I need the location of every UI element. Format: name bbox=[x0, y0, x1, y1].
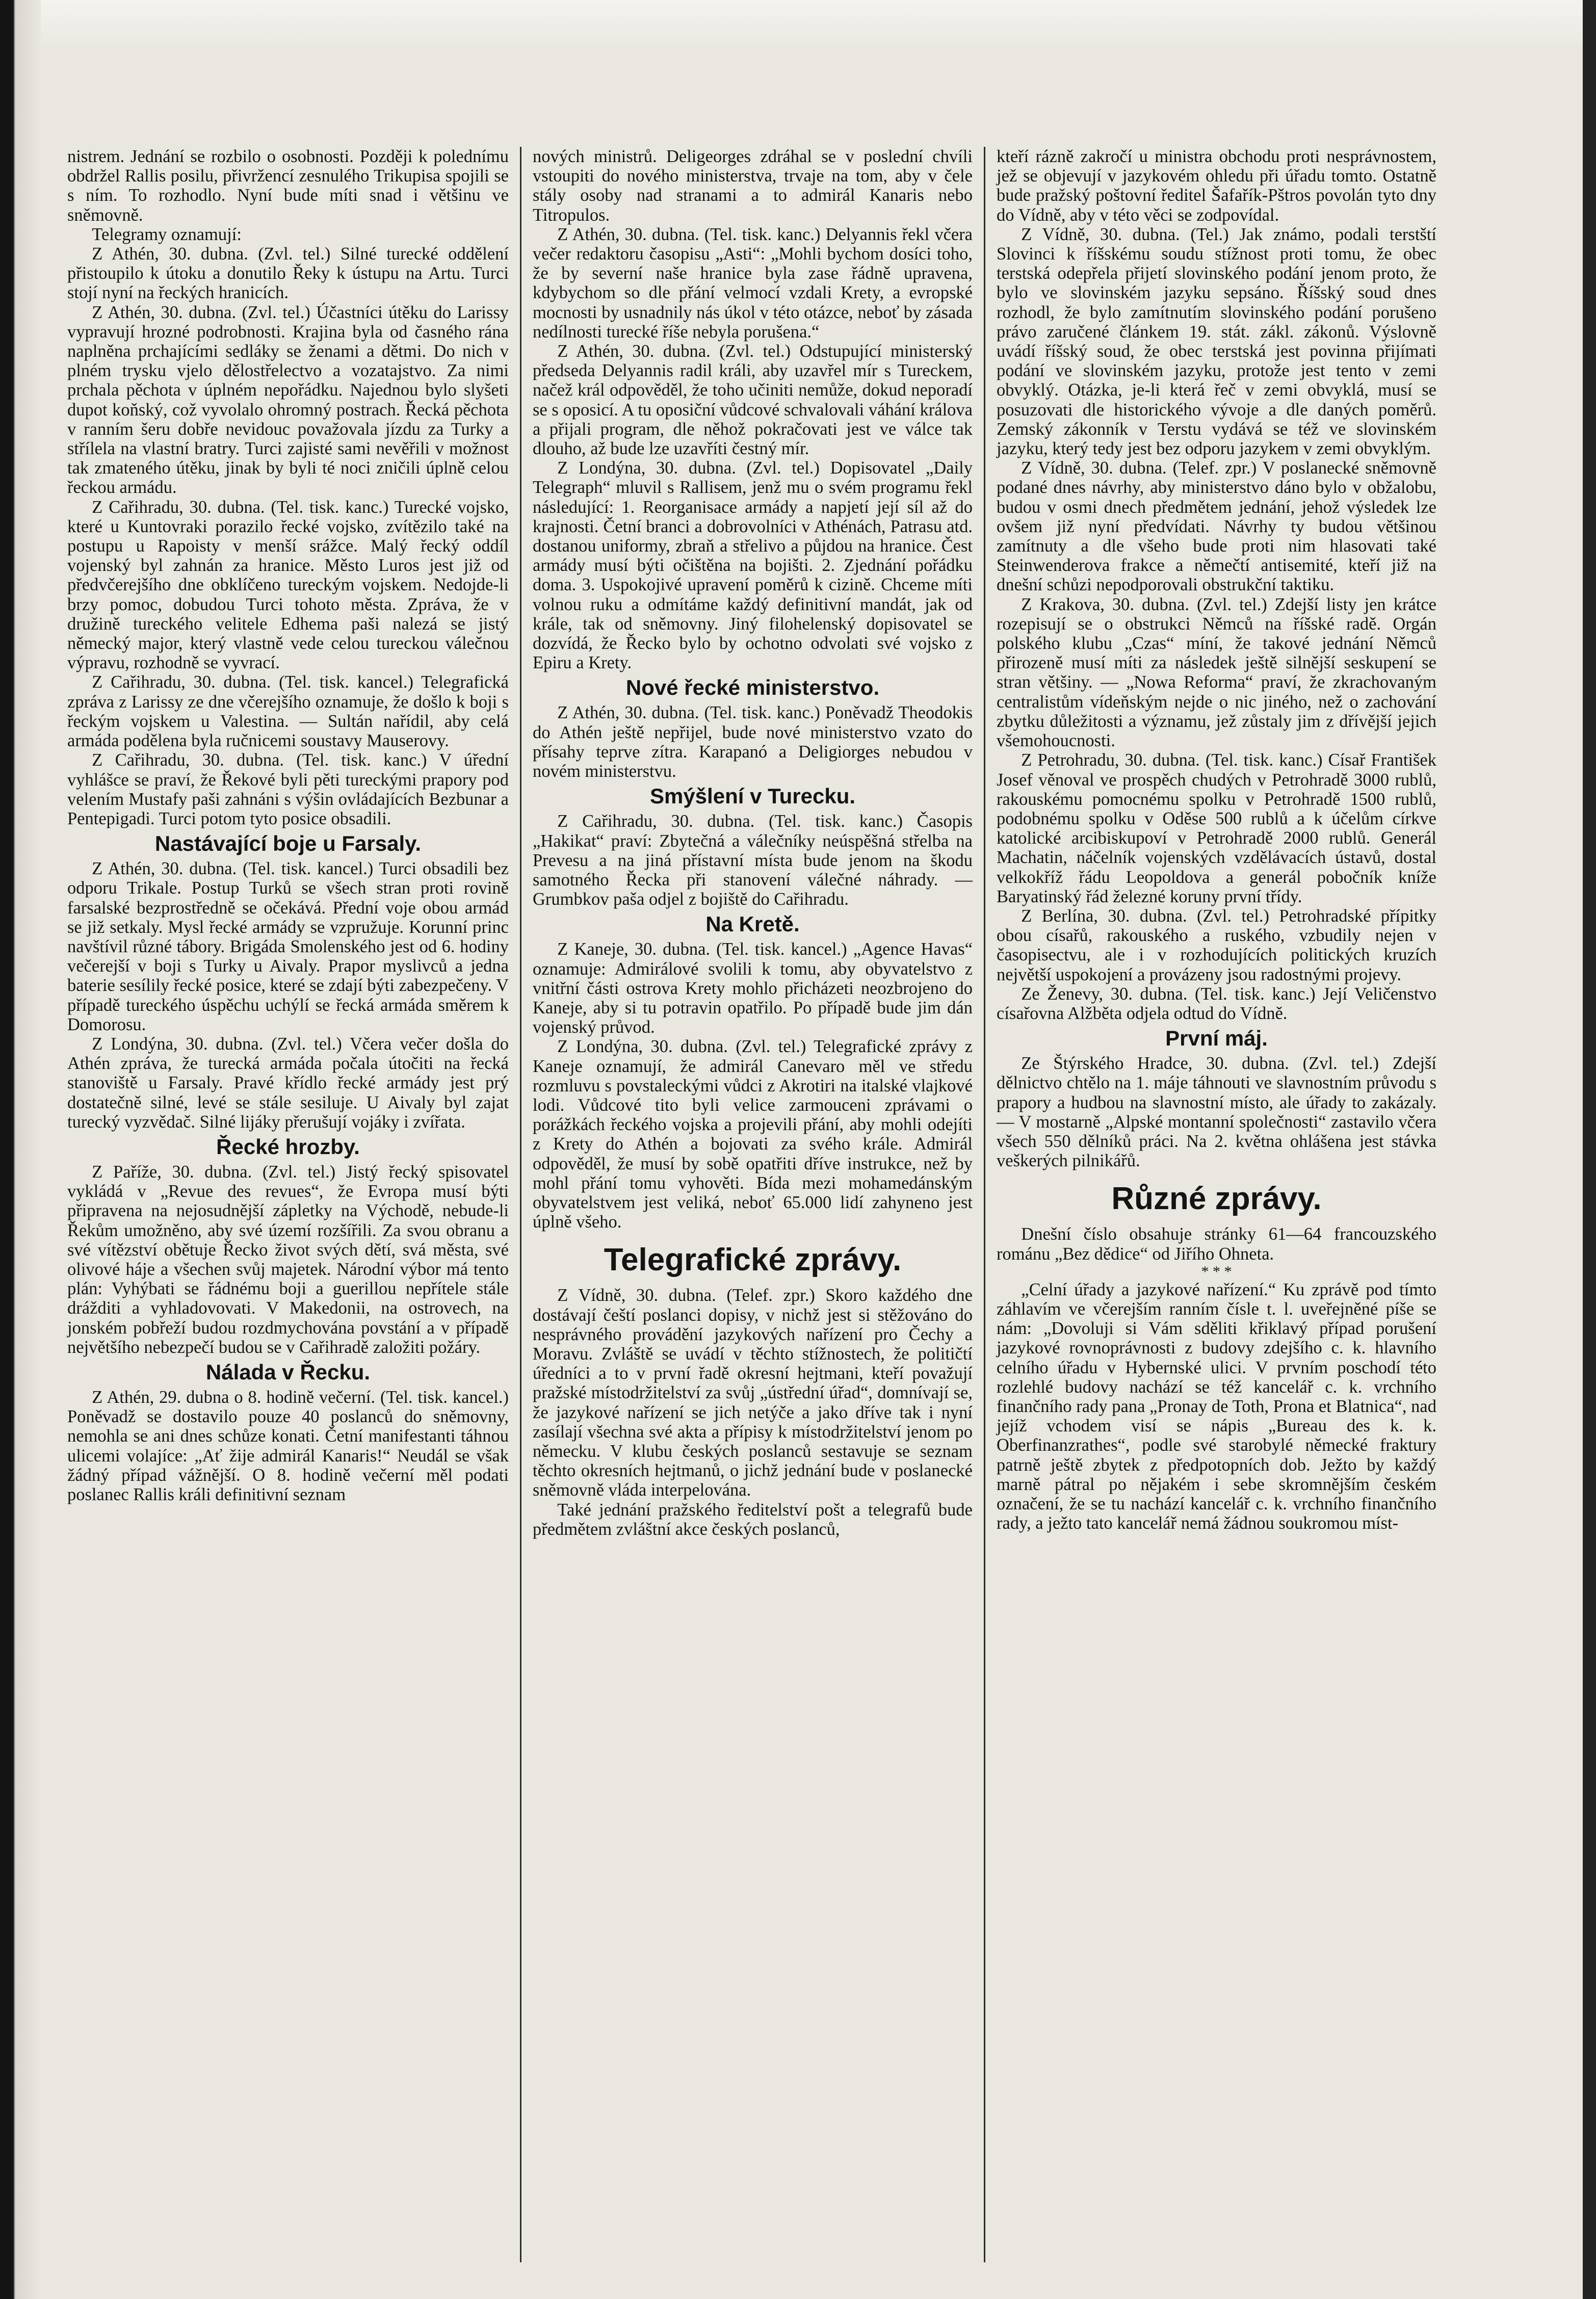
section-heading: Nové řecké ministerstvo. bbox=[625, 675, 880, 700]
article-paragraph: Z Londýna, 30. dubna. (Zvl. tel.) Včera večer došla do Athén zpráva, že turecká armáda počala útočiti na řecká stanoviště u Farsaly. Pravé křídlo řecké armády jest prý dostatečně silné, levé se stále sesiluje. U Aivaly byl zajat turecký vyzvědač. Silné lijáky přerušují vojáky i zvířata. bbox=[67, 1034, 509, 1132]
article-paragraph: Z Athén, 30. dubna. (Tel. tisk. kanc.) Poněvadž Theodokis do Athén ještě nepřijel, bude nové ministerstvo vzato do přísahy teprve zítra. Karapanó a Deligiorges nebudou v novém ministerstvu. bbox=[533, 703, 973, 781]
section-heading: Nastávající boje u Farsaly. bbox=[154, 831, 422, 856]
section-heading: Nálada v Řecku. bbox=[205, 1360, 371, 1384]
article-paragraph: Z Vídně, 30. dubna. (Tel.) Jak známo, podali terstští Slovinci k říšskému soudu stížnost proti tomu, že obec terstská odepřela přijetí slovinského podání jenom proto, že bylo ve slovinském jazyku sepsáno. Říšský soud dnes rozhodl, že bylo zamítnutím slovinského podání porušeno právo zaručené článkem 19. stát. zákl. zákonů. Výslovně uvádí říšský soud, že obec terstská jest povinna přijímati podání ve slovinském jazyku, protože jest tento v zemi obvyklý. Otázka, je-li která řeč v zemi obvyklá, musí se posuzovati dle historického vývoje a dle daných poměrů. Zemský zákonník v Terstu vydává se též ve slovinském jazyku, který tedy jest bez odporu jazykem v zemi obvyklým. bbox=[997, 224, 1436, 459]
article-paragraph: Z Athén, 29. dubna o 8. hodině večerní. (Tel. tisk. kancel.) Poněvadž se dostavilo pouze 40 poslanců do sněmovny, nemohla se ani dnes schůze konati. Četní manifestanti táhnou ulicemi volajíce: „Ať žije admirál Kanaris!“ Neudál se však žádný případ vážnější. O 8. hodině večerní měl podati poslanec Rallis králi definitivní seznam bbox=[67, 1387, 509, 1504]
article-paragraph: Ze Štýrského Hradce, 30. dubna. (Zvl. tel.) Zdejší dělnictvo chtělo na 1. máje táhnouti ve slavnostním průvodu s prapory a hudbou na slavnostní místo, ale úřady to zakázaly. — V mostarně „Alpské montanní společnosti“ zastavilo včera všech 550 dělníků práci. Na 2. května ohlášena jest stávka veškerých pilnikářů. bbox=[997, 1054, 1436, 1171]
article-paragraph: Z Athén, 30. dubna. (Zvl. tel.) Silné turecké oddělení přistoupilo k útoku a donutilo Řeky k ústupu na Artu. Turci stojí nyní na řeckých hranicích. bbox=[67, 244, 509, 303]
article-paragraph: Z Cařihradu, 30. dubna. (Tel. tisk. kancel.) Telegrafická zpráva z Larissy ze dne včerejšího oznamuje, že došlo k boji s řeckým vojskem u Valestina. — Sultán nařídil, aby celá armáda podělena byla ručnicemi soustavy Mauserovy. bbox=[67, 672, 509, 751]
article-paragraph: Dnešní číslo obsahuje stránky 61—64 francouzského románu „Bez dědice“ od Jiřího Ohneta. bbox=[997, 1224, 1436, 1264]
article-paragraph: nových ministrů. Deligeorges zdráhal se v poslední chvíli vstoupiti do nového ministerstva, trvaje na tom, aby v čele stály osoby nad stranami a to admirál Kanaris nebo Titropulos. bbox=[533, 147, 973, 225]
article-paragraph: Z Berlína, 30. dubna. (Zvl. tel.) Petrohradské přípitky obou císařů, rakouského a ruského, vzbudily nejen v časopisectvu, ale i v rozhodujících politických kruzích největší uspokojení a provázeny jsou radostnými projevy. bbox=[997, 906, 1436, 984]
scan-edge-top bbox=[0, 0, 1596, 51]
article-paragraph: kteří rázně zakročí u ministra obchodu proti nesprávnostem, jež se objevují v jazykovém ohledu při úřadu tomto. Ostatně bude pražský poštovní ředitel Šafařík-Pštros povolán tyto dny do Vídně, aby v této věci se zodpovídal. bbox=[997, 147, 1436, 225]
article-paragraph: „Celní úřady a jazykové nařízení.“ Ku zprávě pod tímto záhlavím ve včerejším ranním čísle t. l. uveřejněné píše se nám: „Dovoluji si Vám sděliti křiklavý případ porušení jazykové rovnoprávnosti z budovy zdejšího c. k. hlavního celního úřadu v Hybernské ulici. V prvním poschodí této rozlehlé budovy nachází se též kancelář c. k. vrchního finančního rady pana „Pronay de Toth, Prona et Blatnica“, nad jejíž vchodem visí se nápis „Bureau des k. k. Oberfinanzrathes“, podle své starobylé německé fraktury patrně ještě zbytek z předpotopních dob. Ježto by každý marně pátral po nějakém i sebe skromnějším českém označení, že se tu nachází kancelář c. k. vrchního finančního rady, a ježto tato kancelář nemá žádnou soukromou míst- bbox=[997, 1279, 1436, 1533]
newspaper-page bbox=[56, 147, 1494, 2262]
section-heading: Na Kretě. bbox=[705, 912, 800, 936]
article-paragraph: Také jednání pražského ředitelství pošt a telegrafů bude předmětem zvláštní akce českých poslanců, bbox=[533, 1500, 973, 1539]
article-paragraph: Z Athén, 30. dubna. (Zvl. tel.) Účastníci útěku do Larissy vypravují hrozné podrobnosti. Krajina byla od časného rána naplněna prchajícími sedláky se ženami a dětmi. Do nich v plném trysku vjelo dělostřelectvo a vozatajstvo. Za nimi prchala pěchota v úplném nepořádku. Najednou bylo slyšeti dupot koňský, což vyvolalo ohromný postrach. Řecká pěchota v ranním šeru dobře nevidouc považovala jízdu za Turky a střílela na vlastní bratry. Turci zajisté sami nevěřili v možnost tak zmateného útěku, jinak by byli té noci zničili úplně celou řeckou armádu. bbox=[67, 302, 509, 498]
column-3 bbox=[984, 147, 1448, 2262]
article-paragraph: Z Athén, 30. dubna. (Tel. tisk. kanc.) Delyannis řekl včera večer redaktoru časopisu „Asti“: „Mohli bychom dosíci toho, že by severní naše hranice byla zase řádně upravena, kdybychom so dle přání velmocí vzdali Krety, a evropské mocnosti by usnadnily nás úkol v této otázce, neboť by zásada nedílnosti turecké říše nebyla porušena.“ bbox=[533, 224, 973, 342]
article-paragraph: Z Paříže, 30. dubna. (Zvl. tel.) Jistý řecký spisovatel vykládá v „Revue des revues“, že Evropa musí býti připravena na nejosudnější zápletky na Východě, nebude-li Řekům umožněno, aby své území rozšířili. Za svou obranu a své vítězství obětuje Řecko život svých dětí, svá města, své olivové háje a všechen svůj majetek. Národní výbor má tento plán: Vyhýbati se řádnému boji a guerillou nepřítele stále drážditi a vyhladovovati. V Makedonii, na ostrovech, na jonském pobřeží budou rozdmychována povstání a v případě největšího nebezpečí budou se v Cařihradě založiti požáry. bbox=[67, 1162, 509, 1357]
scan-binding-edge bbox=[0, 0, 41, 2299]
article-paragraph: Z Cařihradu, 30. dubna. (Tel. tisk. kanc.) Turecké vojsko, které u Kuntovraki porazilo řecké vojsko, zvítězilo také na postupu u Rapoisty v menší srážce. Malý řecký oddíl vojenský byl zahnán za hranice. Město Luros jest již od předvčerejšího dne obklíčeno tureckým vojskem. Nedojde-li brzy pomoc, dobudou Turci tohoto města. Zpráva, že v družině tureckého velitele Edhema paši nalezá se jistý německý major, který vlastně vede celou tureckou válečnou výpravu, rozhodně se vyvrací. bbox=[67, 497, 509, 673]
article-paragraph: Z Londýna, 30. dubna. (Zvl. tel.) Dopisovatel „Daily Telegraph“ mluvil s Rallisem, jenž mu o svém programu řekl následující: 1. Reorganisace armády a napjetí její síl až do krajnosti. Četní branci a dobrovolníci v Athénách, Patrasu atd. dostanou uniformy, zbraň a střelivo a půjdou na hranice. Čest armády musí býti očištěna na bojišti. 2. Zjednání pořádku doma. 3. Uspokojivé upravení poměrů k cizině. Chceme míti volnou ruku a odmítáme každý definitivní mandát, jak od krále, tak od sněmovny. Jiný filohelenský dopisovatel se dozvídá, že Řecko bylo by ochotno odvolati své vojsko z Epiru a Krety. bbox=[533, 458, 973, 673]
article-paragraph: Z Kaneje, 30. dubna. (Tel. tisk. kancel.) „Agence Havas“ oznamuje: Admirálové svolili k tomu, aby obyvatelstvo z vnitřní části ostrova Krety mohlo přicházeti neozbrojeno do Kaneje, aby si tu potravin opatřilo. Po případě bude jim dán vojenský průvod. bbox=[533, 939, 973, 1037]
article-paragraph: nistrem. Jednání se rozbilo o osobnosti. Později k polednímu obdržel Rallis posilu, přivržencí zesnulého Trikupisa spojili se s ním. To rozhodlo. Nyní bude míti snad i většinu ve sněmovně. bbox=[67, 147, 509, 225]
column-1 bbox=[56, 147, 520, 2262]
article-paragraph: Z Athén, 30. dubna. (Tel. tisk. kancel.) Turci obsadili bez odporu Trikale. Postup Turků se všech stran proti rovině farsalské bezprostředně se očekává. Přední voje obou armád se již setkaly. Mysl řecké armády se vzpružuje. Korunní princ navštívil různé tábory. Brigáda Smolenského jest od 6. hodiny večerejší v boji s Turky u Aivaly. Prapor myslivců a jedna baterie sesílily řecké posice, které se zdají býti zabezpečeny. V případě tureckého úspěchu uchýlí se řecká armáda směrem k Domorosu. bbox=[67, 859, 509, 1034]
separator-stars: * * * bbox=[1201, 1263, 1232, 1280]
scan-edge-right bbox=[1583, 0, 1596, 2299]
article-paragraph: Z Cařihradu, 30. dubna. (Tel. tisk. kanc.) V úřední vyhlášce se praví, že Řekové byli pěti tureckými prapory pod velením Mustafy paši zahnáni s výšin ovládajících Bezbunar a Pentepigadi. Turci potom tyto posice obsadili. bbox=[67, 750, 509, 828]
column-2 bbox=[520, 147, 984, 2262]
article-paragraph: Z Vídně, 30. dubna. (Telef. zpr.) Skoro každého dne dostávají čeští poslanci dopisy, v nichž jest si stěžováno do nesprávného provádění jazykových nařízení pro Čechy a Moravu. Zvláště se uvádí v těchto stížnostech, že političtí úředníci a to v první řadě okresní hejtmani, kteří považují pražské místodržitelství za svůj „ústřední úřad“, domnívají se, že jazykové nařízení se jich netýče a jako dříve tak i nyní zasílají všechna své akta a přípisy k místodržitelství jenom po německu. V klubu českých poslanců sestavuje se seznam těchto okresních hejtmanů, o jichž jednání bude v poslanecké sněmovně vláda interpelována. bbox=[533, 1286, 973, 1500]
article-paragraph: Ze Ženevy, 30. dubna. (Tel. tisk. kanc.) Její Veličenstvo císařovna Alžběta odjela odtud do Vídně. bbox=[997, 984, 1436, 1023]
section-heading: První máj. bbox=[1165, 1026, 1268, 1051]
article-paragraph: Telegramy oznamují: bbox=[92, 224, 242, 244]
section-heading: Různé zprávy. bbox=[1111, 1181, 1322, 1217]
article-paragraph: Z Krakova, 30. dubna. (Zvl. tel.) Zdejší listy jen krátce rozepisují se o obstrukci Němců na říšské radě. Orgán polského klubu „Czas“ míní, že takové jednání Němců přirozeně musí míti za následek ještě silnější seskupení se stran většiny. — „Nowa Reforma“ praví, že zkrachovaným centralistům vídeňským nejde o nic jiného, než o zachování zbytku důležitosti a významu, jež zůstaly jim z dřívější jejich všemohoucnosti. bbox=[997, 594, 1436, 751]
section-heading: Smýšlení v Turecku. bbox=[649, 784, 856, 808]
article-paragraph: Z Cařihradu, 30. dubna. (Tel. tisk. kanc.) Časopis „Hakikat“ praví: Zbytečná a válečníky neúspěšná střelba na Prevesu a na jiná přístavní místa bude jenom na škodu samotného Řecka při stanovení válečné náhrady. — Grumbkov paša odjel z bojiště do Cařihradu. bbox=[533, 812, 973, 909]
section-heading: Řecké hrozby. bbox=[216, 1134, 360, 1159]
article-paragraph: Z Londýna, 30. dubna. (Zvl. tel.) Telegrafické zprávy z Kaneje oznamují, že admirál Canevaro měl ve středu rozmluvu s povstaleckými vůdci z Akrotiri na italské vlajkové lodi. Vůdcové tito byli velice zarmouceni zprávami o porážkách řeckého vojska a projevili přání, aby mohli odejíti z Krety do Athén a bojovati za svého krále. Admirál odpověděl, že musí by sobě opatřiti dříve instrukce, než by mohl přání tomu vyhověti. Bída mezi mohamedánským obyvatelstvem jest veliká, neboť 65.000 lidí zahyneno jest úplně všeho. bbox=[533, 1037, 973, 1232]
article-paragraph: Z Petrohradu, 30. dubna. (Tel. tisk. kanc.) Císař František Josef věnoval ve prospěch chudých v Petrohradě 3000 rublů, rakouskému pomocnému spolku v Petrohradě 1500 rublů, podobnému spolku v Oděse 500 rublů a k účelům církve katolické arcibiskupoví v Petrohradě 2000 rublů. Generál Machatin, náčelník vojenských vzdělávacích ústavů, dostal velkokříž řádu Leopoldova a generál pobočník kníže Baryatinský řád železné koruny první třídy. bbox=[997, 750, 1436, 906]
article-paragraph: Z Vídně, 30. dubna. (Telef. zpr.) V poslanecké sněmovně podané dnes návrhy, aby ministerstvo dáno bylo v obžalobu, budou v osmi dnech předmětem jednání, jehož výsledek lze ovšem již nyní předvídati. Návrhy ty budou většinou zamítnuty a dle všeho bude proti nim hlasovati také Steinwenderova frakce a němečtí antisemité, kteří již na dnešní schůzi nepodporovali obstrukční taktiku. bbox=[997, 458, 1436, 595]
article-paragraph: Z Athén, 30. dubna. (Zvl. tel.) Odstupující ministerský předseda Delyannis radil králi, aby uzavřel mír s Tureckem, načež král odpověděl, že toho učiniti nemůže, dokud neporadí se s oposicí. A tu oposiční vůdcové schvalovali váhání králova a přijali program, dle něhož pokračovati jest ve válce tak dlouho, až bude lze uzavříti čestný mír. bbox=[533, 342, 973, 459]
section-heading: Telegrafické zprávy. bbox=[604, 1242, 902, 1278]
